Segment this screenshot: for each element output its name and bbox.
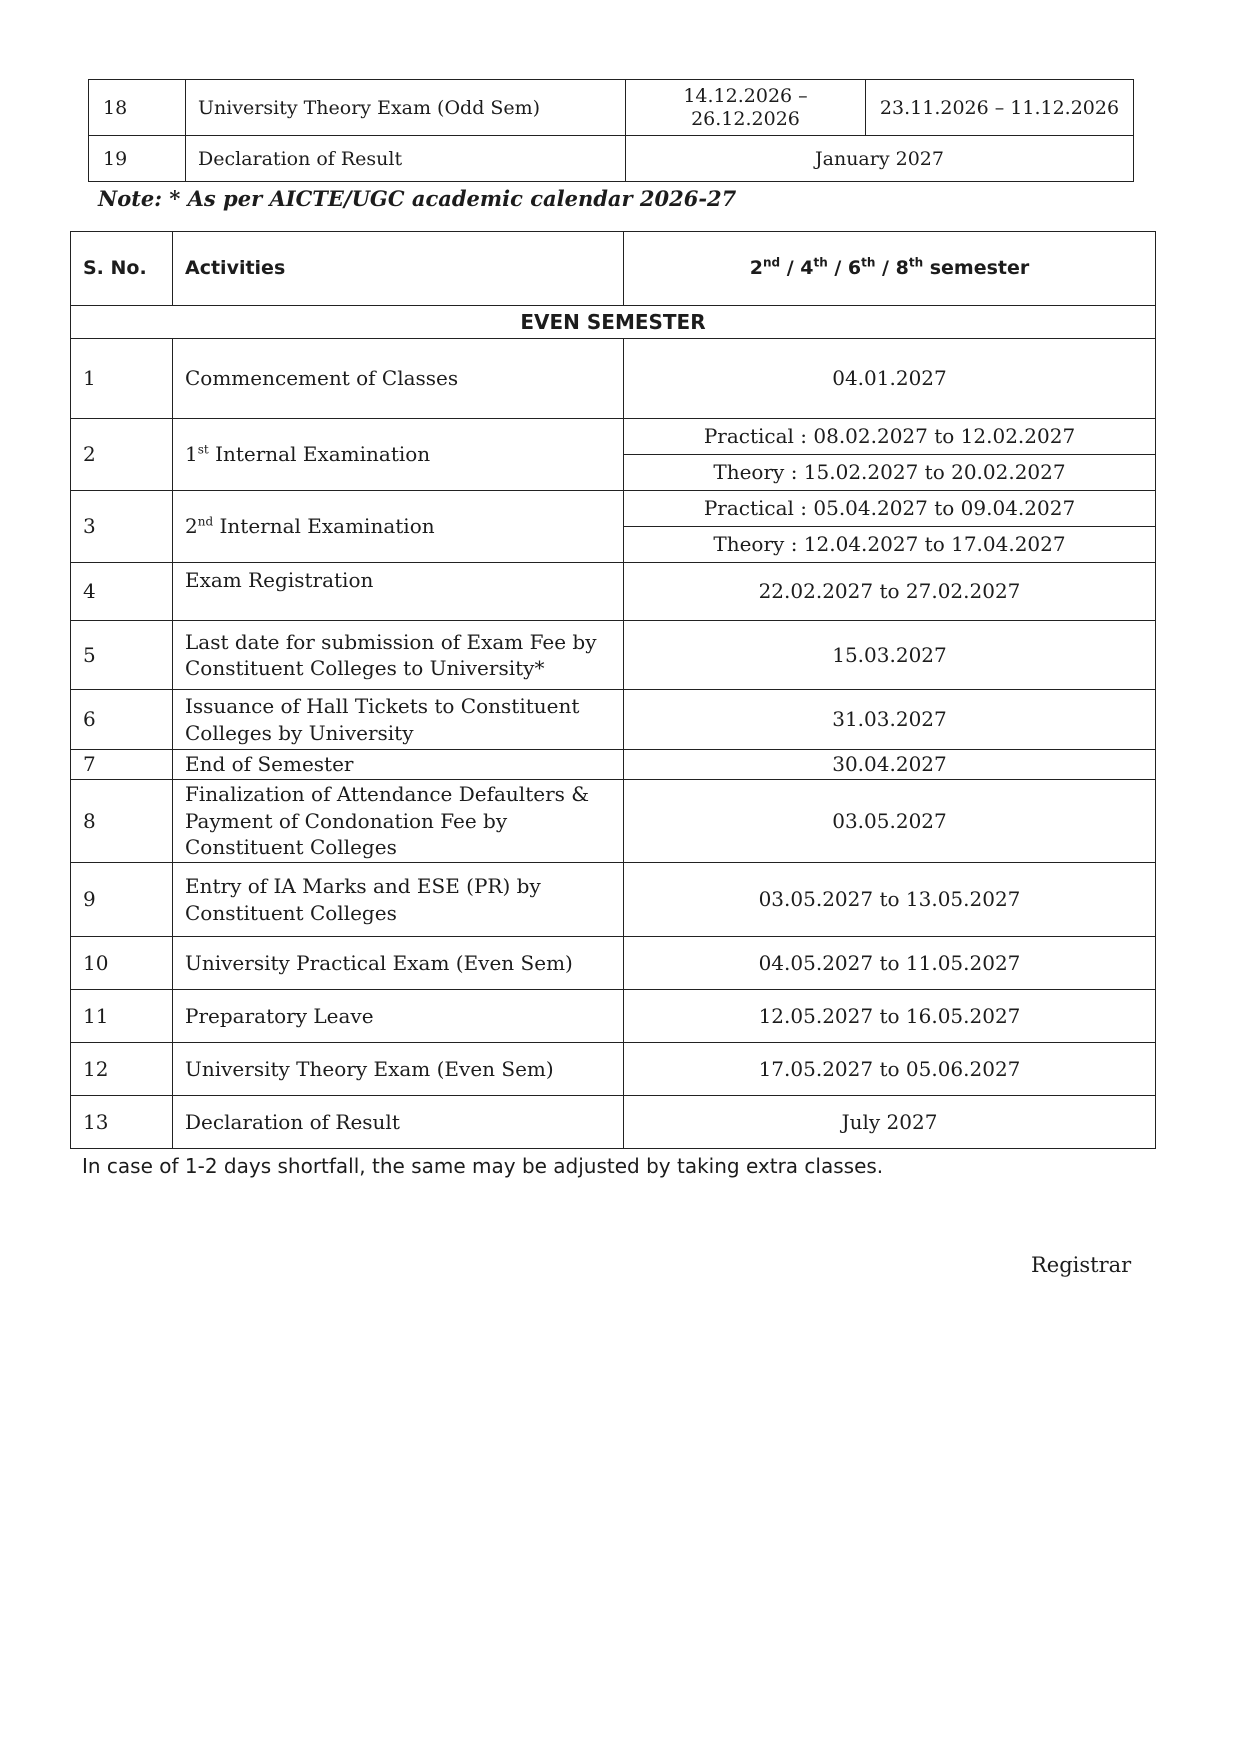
row-number: 3 — [71, 491, 173, 563]
activity-cell: University Theory Exam (Even Sem) — [173, 1043, 624, 1096]
signature-registrar: Registrar — [1031, 1253, 1132, 1277]
activity-cell: Finalization of Attendance Defaulters & Payment of Condonation Fee by Constituent Colleges — [173, 780, 624, 863]
date-cell: 04.01.2027 — [624, 339, 1156, 419]
table-row — [71, 780, 1156, 863]
row-number: 10 — [71, 937, 173, 990]
date-cell: 30.04.2027 — [624, 750, 1156, 780]
table-row — [71, 750, 1156, 780]
row-number: 1 — [71, 339, 173, 419]
row-number: 12 — [71, 1043, 173, 1096]
date-cell: 03.05.2027 — [624, 780, 1156, 863]
row-number: 2 — [71, 419, 173, 491]
table-row — [89, 136, 1134, 182]
table-row — [71, 339, 1156, 419]
section-title: EVEN SEMESTER — [71, 306, 1156, 339]
activity-cell: Entry of IA Marks and ESE (PR) by Constituent Colleges — [173, 863, 624, 937]
date-cell: Practical : 05.04.2027 to 09.04.2027 — [624, 491, 1156, 527]
row-number: 18 — [89, 80, 186, 136]
date-cell: Practical : 08.02.2027 to 12.02.2027 — [624, 419, 1156, 455]
activity-cell: Declaration of Result — [173, 1096, 624, 1149]
row-number: 4 — [71, 563, 173, 621]
date-cell: 12.05.2027 to 16.05.2027 — [624, 990, 1156, 1043]
table-row — [71, 990, 1156, 1043]
date-cell: Theory : 12.04.2027 to 17.04.2027 — [624, 527, 1156, 563]
row-number: 5 — [71, 621, 173, 690]
activity-cell: Exam Registration — [173, 563, 624, 621]
date-cell: 17.05.2027 to 05.06.2027 — [624, 1043, 1156, 1096]
section-row — [71, 306, 1156, 339]
row-number: 11 — [71, 990, 173, 1043]
activity-cell: Declaration of Result — [186, 136, 626, 182]
date-cell: 04.05.2027 to 11.05.2027 — [624, 937, 1156, 990]
activity-cell: Commencement of Classes — [173, 339, 624, 419]
row-number: 19 — [89, 136, 186, 182]
table-row — [71, 563, 1156, 621]
row-number: 13 — [71, 1096, 173, 1149]
date-cell: 23.11.2026 – 11.12.2026 — [866, 80, 1134, 136]
date-cell: 22.02.2027 to 27.02.2027 — [624, 563, 1156, 621]
activity-cell: Issuance of Hall Tickets to Constituent Colleges by University — [173, 690, 624, 750]
table-row — [71, 1043, 1156, 1096]
table-row — [71, 1096, 1156, 1149]
date-cell: Theory : 15.02.2027 to 20.02.2027 — [624, 455, 1156, 491]
table-row — [71, 863, 1156, 937]
footnote-text: In case of 1-2 days shortfall, the same may be adjusted by taking extra classes. — [82, 1154, 884, 1178]
activity-cell: End of Semester — [173, 750, 624, 780]
note-text: Note: * As per AICTE/UGC academic calendar 2026-27 — [98, 186, 737, 211]
activity-cell: 1st Internal Examination — [173, 419, 624, 491]
date-cell: 31.03.2027 — [624, 690, 1156, 750]
even-semester-table — [70, 231, 1156, 1149]
activity-cell: University Practical Exam (Even Sem) — [173, 937, 624, 990]
table-row — [71, 491, 1156, 527]
row-number: 9 — [71, 863, 173, 937]
header-row — [71, 232, 1156, 306]
activity-cell: Preparatory Leave — [173, 990, 624, 1043]
activity-cell: 2nd Internal Examination — [173, 491, 624, 563]
activity-cell: University Theory Exam (Odd Sem) — [186, 80, 626, 136]
date-cell: January 2027 — [626, 136, 1134, 182]
header-semester: 2nd / 4th / 6th / 8th semester — [624, 232, 1156, 306]
date-cell: 15.03.2027 — [624, 621, 1156, 690]
table-row — [71, 621, 1156, 690]
header-sno: S. No. — [71, 232, 173, 306]
date-cell: 03.05.2027 to 13.05.2027 — [624, 863, 1156, 937]
activity-cell: Last date for submission of Exam Fee by Constituent Colleges to University* — [173, 621, 624, 690]
odd-semester-table-continuation — [88, 79, 1134, 182]
table-row — [71, 419, 1156, 455]
table-row — [89, 80, 1134, 136]
date-cell: July 2027 — [624, 1096, 1156, 1149]
header-activities: Activities — [173, 232, 624, 306]
row-number: 7 — [71, 750, 173, 780]
date-cell: 14.12.2026 – 26.12.2026 — [626, 80, 866, 136]
table-row — [71, 937, 1156, 990]
table-row — [71, 690, 1156, 750]
row-number: 6 — [71, 690, 173, 750]
row-number: 8 — [71, 780, 173, 863]
